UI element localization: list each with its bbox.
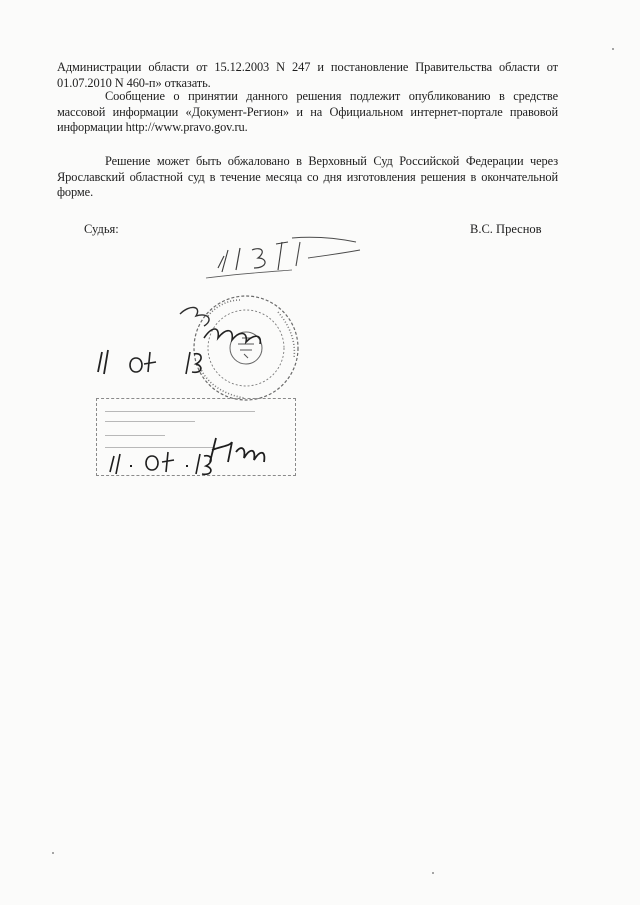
stamp-signature-icon [100, 418, 300, 478]
signature-label: Судья: [84, 222, 119, 236]
paragraph-publication-notice: Сообщение о принятии данного решения подлежит опубликованию в средстве массовой информации «Документ-Регион» и на Официальном интернет-портале правовой информации http://www.pravo.gov.ru. [57, 89, 558, 134]
signature-icon [196, 228, 366, 284]
speck-dot [612, 48, 614, 50]
speck-dot [52, 852, 54, 854]
paragraph-appeal-notice: Решение может быть обжаловано в Верховный Суд Российской Федерации через Ярославский областной суд в течение месяца со дня изготовления решения в окончательной форме. [57, 154, 558, 199]
handwritten-date-icon [90, 330, 320, 390]
speck-dot [432, 872, 434, 874]
judge-name: В.С. Преснов [470, 222, 542, 236]
paragraph-decision-end: Администрации области от 15.12.2003 N 247 и постановление Правительства области от 01.07.2010 N 460-п» отказать. [57, 60, 558, 90]
